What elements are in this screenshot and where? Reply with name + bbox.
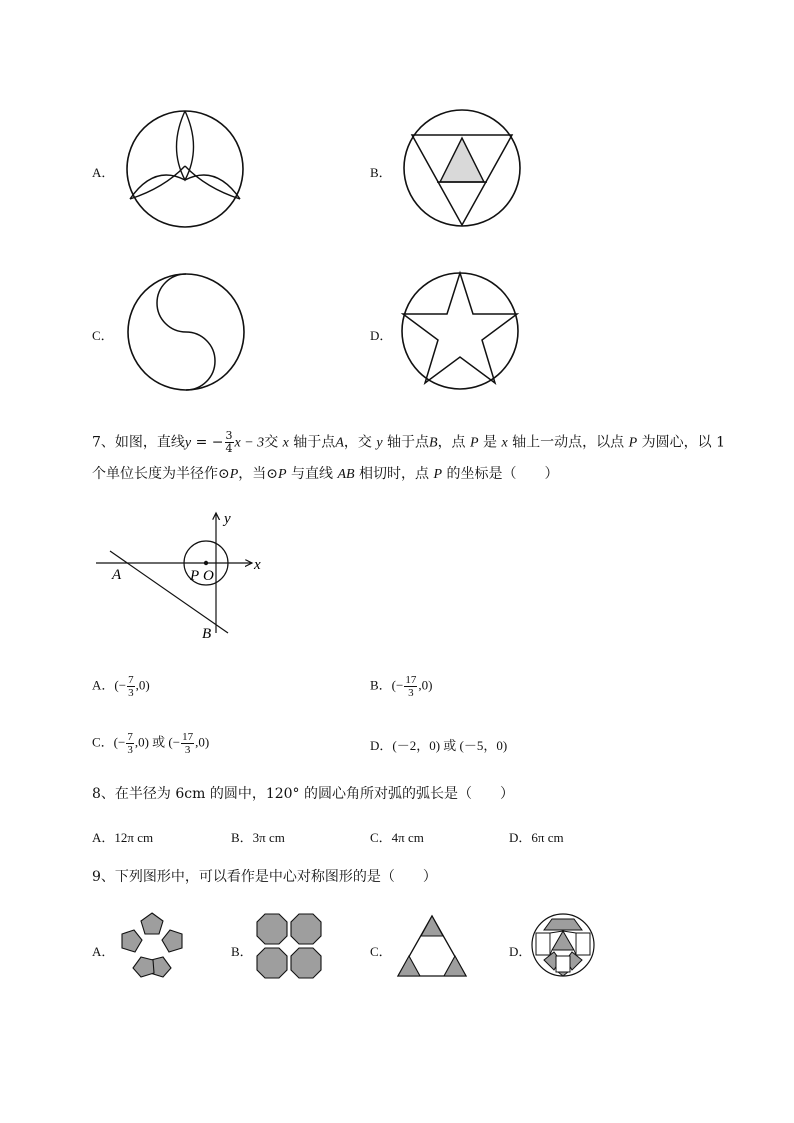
- q7-point-p-3: P: [229, 467, 239, 482]
- q7-option-b[interactable]: [370, 674, 432, 699]
- q7-option-b-num: 17: [405, 674, 417, 686]
- q7-eq-rest: x − 3: [234, 435, 265, 451]
- q9-option-a-label: A．: [92, 944, 115, 959]
- q6-figure-c: [127, 273, 245, 391]
- q7-line2-5: 的坐标是（ ）: [442, 466, 559, 482]
- q7-text-3: 轴于点: [288, 434, 336, 451]
- q7-option-c-mid: ,0) 或 (−: [134, 734, 181, 750]
- q7-label-p: P: [190, 568, 200, 584]
- q8-option-a-text: 12π cm: [114, 830, 154, 845]
- q7-text-5: 轴于点: [382, 434, 429, 451]
- q7-eq-y: y: [184, 435, 192, 451]
- q7-point-b: B: [429, 435, 438, 451]
- q7-eq-denominator: 4: [225, 442, 233, 455]
- q8-option-d[interactable]: [509, 827, 564, 846]
- q7-option-b-den: 3: [408, 687, 414, 699]
- q6-option-a-label: A．: [92, 165, 115, 180]
- q7-x-1: x: [282, 435, 289, 451]
- q7-line2-2: ，当⊙: [238, 466, 279, 482]
- q7-option-d-text: (－2，0) 或 (－5，0): [392, 738, 508, 753]
- q6-option-c-label: C．: [92, 328, 114, 343]
- q7-option-c-label: C．: [92, 734, 114, 750]
- q7-option-c-num2: 17: [182, 731, 194, 743]
- q7-point-p-dot: [204, 561, 208, 565]
- q7-option-b-label: B．: [370, 677, 392, 693]
- q6-option-b-label: B．: [370, 165, 392, 180]
- q8-option-d-text: 6π cm: [531, 830, 564, 845]
- q7-option-c-den: 3: [127, 744, 133, 756]
- q7-label-o: O: [203, 568, 214, 584]
- q8-option-a[interactable]: [92, 827, 153, 846]
- q8-option-a-label: A．: [92, 830, 115, 845]
- q9-option-c-label: C．: [370, 944, 392, 959]
- q7-option-c-den2: 3: [184, 744, 191, 756]
- q7-option-a-num: 7: [128, 674, 134, 686]
- q7-option-d-label: D．: [370, 738, 393, 753]
- q7-option-b-pre: (−: [391, 677, 404, 693]
- q7-option-a-pre: (−: [114, 677, 127, 693]
- q6-option-d-label: D．: [370, 328, 393, 343]
- q7-line-1: [92, 430, 725, 455]
- q7-eq-fraction: [225, 430, 234, 455]
- q7-figure: [92, 505, 272, 645]
- q7-option-c[interactable]: [92, 731, 209, 756]
- q9-option-b-label: B．: [231, 944, 253, 959]
- q7-option-b-post: ,0): [418, 677, 433, 693]
- q7-label-y: y: [224, 511, 231, 527]
- q7-option-d[interactable]: [370, 735, 507, 754]
- q7-option-a-fraction: [127, 674, 135, 699]
- q7-eq-eq: = −: [191, 434, 224, 451]
- q7-option-c-fraction-1: [126, 731, 134, 756]
- q8-option-c[interactable]: [370, 827, 424, 846]
- q9-figure-c: [396, 914, 468, 978]
- q7-point-a: A: [335, 435, 344, 451]
- q7-text-1: 如图，直线: [114, 434, 185, 451]
- q7-point-p-4: P: [278, 467, 287, 482]
- q7-option-a-label: A．: [92, 677, 115, 693]
- q7-line2-1: 个单位长度为半径作⊙: [92, 466, 230, 482]
- q7-point-p-1: P: [470, 435, 479, 451]
- q8-option-b[interactable]: [231, 827, 285, 846]
- q8-text: 8、在半径为 6cm 的圆中，120° 的圆心角所对弧的弧长是（ ）: [92, 786, 515, 802]
- q7-text-6: ，点: [437, 434, 471, 451]
- q8-option-b-text: 3π cm: [252, 830, 285, 845]
- q7-label-a: A: [112, 567, 122, 583]
- q9-figure-b: [256, 913, 322, 979]
- q7-line2-4: 相切时，点: [354, 466, 434, 482]
- q7-text-8: 轴上一动点，以点: [507, 434, 629, 451]
- q7-label-b: B: [202, 626, 212, 642]
- q7-option-a-post: ,0): [135, 677, 150, 693]
- q7-x-2: x: [501, 435, 508, 451]
- q7-option-c-pre: (−: [113, 734, 126, 750]
- q6-figure-d: [400, 271, 520, 391]
- q7-line-ab: AB: [337, 467, 355, 482]
- q7-y-1: y: [376, 435, 383, 451]
- q7-option-a[interactable]: [92, 674, 150, 699]
- q7-line-2: [92, 464, 559, 485]
- q8-option-c-label: C．: [370, 830, 392, 845]
- q9-text: 9、下列图形中，可以看作是中心对称图形的是（ ）: [92, 869, 437, 885]
- q6-figure-a: [124, 108, 246, 230]
- q9-figure-a: [116, 911, 188, 979]
- q7-text-7: 是: [478, 434, 502, 451]
- q7-point-p-5: P: [433, 467, 443, 482]
- q7-eq-numerator: 3: [225, 429, 233, 442]
- q9-figure-d: [530, 912, 596, 978]
- q7-number: 7、: [92, 434, 115, 451]
- q7-line2-3: 与直线: [286, 466, 338, 482]
- q7-option-c-fraction-2: [181, 731, 194, 756]
- q7-point-p-2: P: [628, 435, 638, 451]
- q8-option-d-label: D．: [509, 830, 532, 845]
- q6-figure-b: [402, 108, 522, 228]
- q9-option-d-label: D．: [509, 944, 532, 959]
- q7-text-2: 交: [264, 434, 283, 451]
- q8-option-b-label: B．: [231, 830, 253, 845]
- q7-option-c-post: ,0): [195, 734, 210, 750]
- q7-option-c-num: 7: [127, 731, 133, 743]
- q8-option-c-text: 4π cm: [391, 830, 424, 845]
- q7-text-9: 为圆心，以 1: [637, 434, 725, 451]
- q7-label-x: x: [254, 557, 261, 573]
- q7-option-b-fraction: [404, 674, 417, 699]
- q7-text-4: ，交: [343, 434, 377, 451]
- q7-option-a-den: 3: [128, 687, 134, 699]
